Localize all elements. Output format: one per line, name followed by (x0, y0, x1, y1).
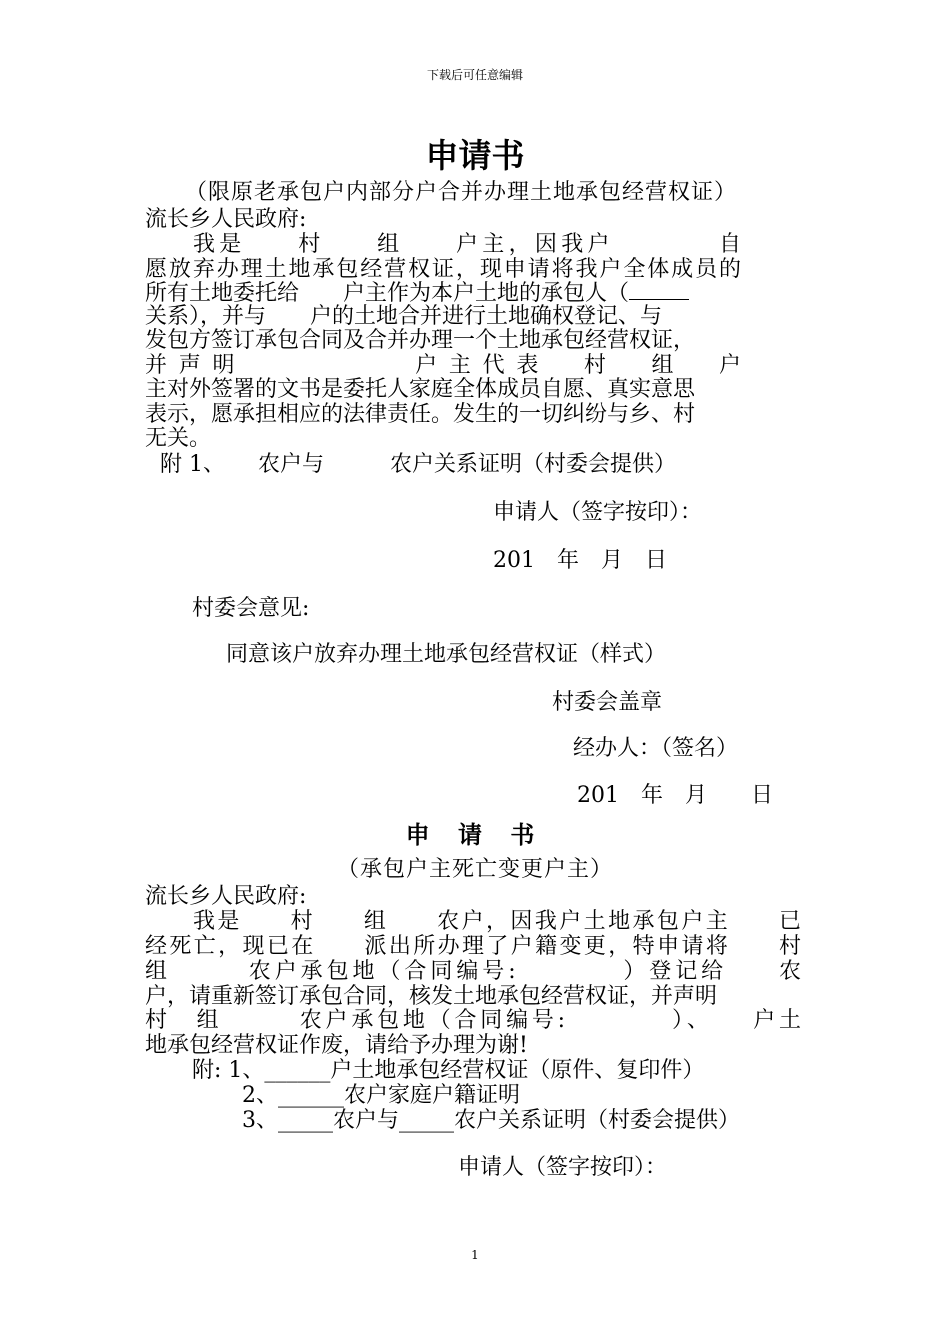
doc2-body-line: 地承包经营权证作废，请给予办理为谢! (145, 1033, 528, 1058)
page-number: 1 (471, 1248, 479, 1262)
doc1-date-2: 201 年 月 日 (577, 783, 773, 808)
doc2-title: 申 请 书 (405, 820, 545, 849)
doc1-body-line: 关系），并与 户的土地合并进行土地确权登记、与 (145, 304, 663, 329)
doc1-subtitle: （限原老承包户内部分户合并办理土地承包经营权证） (185, 180, 738, 205)
doc1-body-line: 愿放弃办理土地承包经营权证，现申请将我户全体成员的 (145, 257, 741, 282)
doc1-attachment: 附 1、 农户与 农户关系证明（村委会提供） (160, 452, 676, 477)
doc1-body-line: 所有土地委托给 户主作为本户土地的承包人（ (145, 276, 689, 307)
doc1-applicant: 申请人（签字按印）： (493, 500, 703, 525)
doc1-body-line: 并声明 户主代表 村 组 户 (145, 353, 741, 378)
doc2-subtitle: （承包户主死亡变更户主） (336, 857, 613, 882)
doc1-addressee: 流长乡人民政府: (145, 207, 307, 232)
doc2-body-line: 组 农户承包地（合同编号: ）登记给 农 (145, 959, 801, 984)
doc2-attachment: 2、______农户家庭户籍证明 (242, 1083, 520, 1108)
doc2-body-line: 户，请重新签订承包合同，核发土地承包经营权证，并声明 (145, 984, 718, 1009)
doc1-body-line: 发包方签订承包合同及合并办理一个土地承包经营权证， (145, 328, 696, 353)
doc1-title: 申请书 (425, 136, 525, 175)
doc1-body-line: 主对外签署的文书是委托人家庭全体成员自愿、真实意思 (145, 377, 696, 402)
doc2-applicant: 申请人（签字按印）： (458, 1155, 668, 1180)
doc2-addressee: 流长乡人民政府: (145, 884, 307, 909)
committee-opinion-label: 村委会意见: (192, 596, 310, 621)
doc2-body-line: 我是 村 组 农户，因我户土地承包户主 已 (193, 909, 801, 934)
doc1-date: 201 年 月 日 (493, 548, 667, 573)
committee-opinion: 同意该户放弃办理土地承包经营权证（样式） (226, 642, 667, 667)
doc1-body-line: 无关。 (145, 426, 212, 451)
doc2-attachment: 附: 1、______户土地承包经营权证（原件、复印件） (192, 1058, 705, 1083)
committee-seal: 村委会盖章 (552, 690, 663, 715)
doc2-body-line: 经死亡，现已在 派出所办理了户籍变更，特申请将 村 (145, 934, 801, 959)
handler-signature: 经办人：（签名） (573, 736, 739, 761)
doc1-body-line: 表示，愿承担相应的法律责任。发生的一切纠纷与乡、村 (145, 402, 696, 427)
page-header: 下载后可任意编辑 (426, 68, 523, 82)
doc2-body-line: 村 组 农户承包地（合同编号: ）、 户土 (145, 1008, 801, 1033)
doc1-body-line: 我是 村 组 户主，因我户 自 (193, 232, 741, 257)
doc2-attachment: 3、_____农户与_____农户关系证明（村委会提供） (242, 1108, 740, 1133)
